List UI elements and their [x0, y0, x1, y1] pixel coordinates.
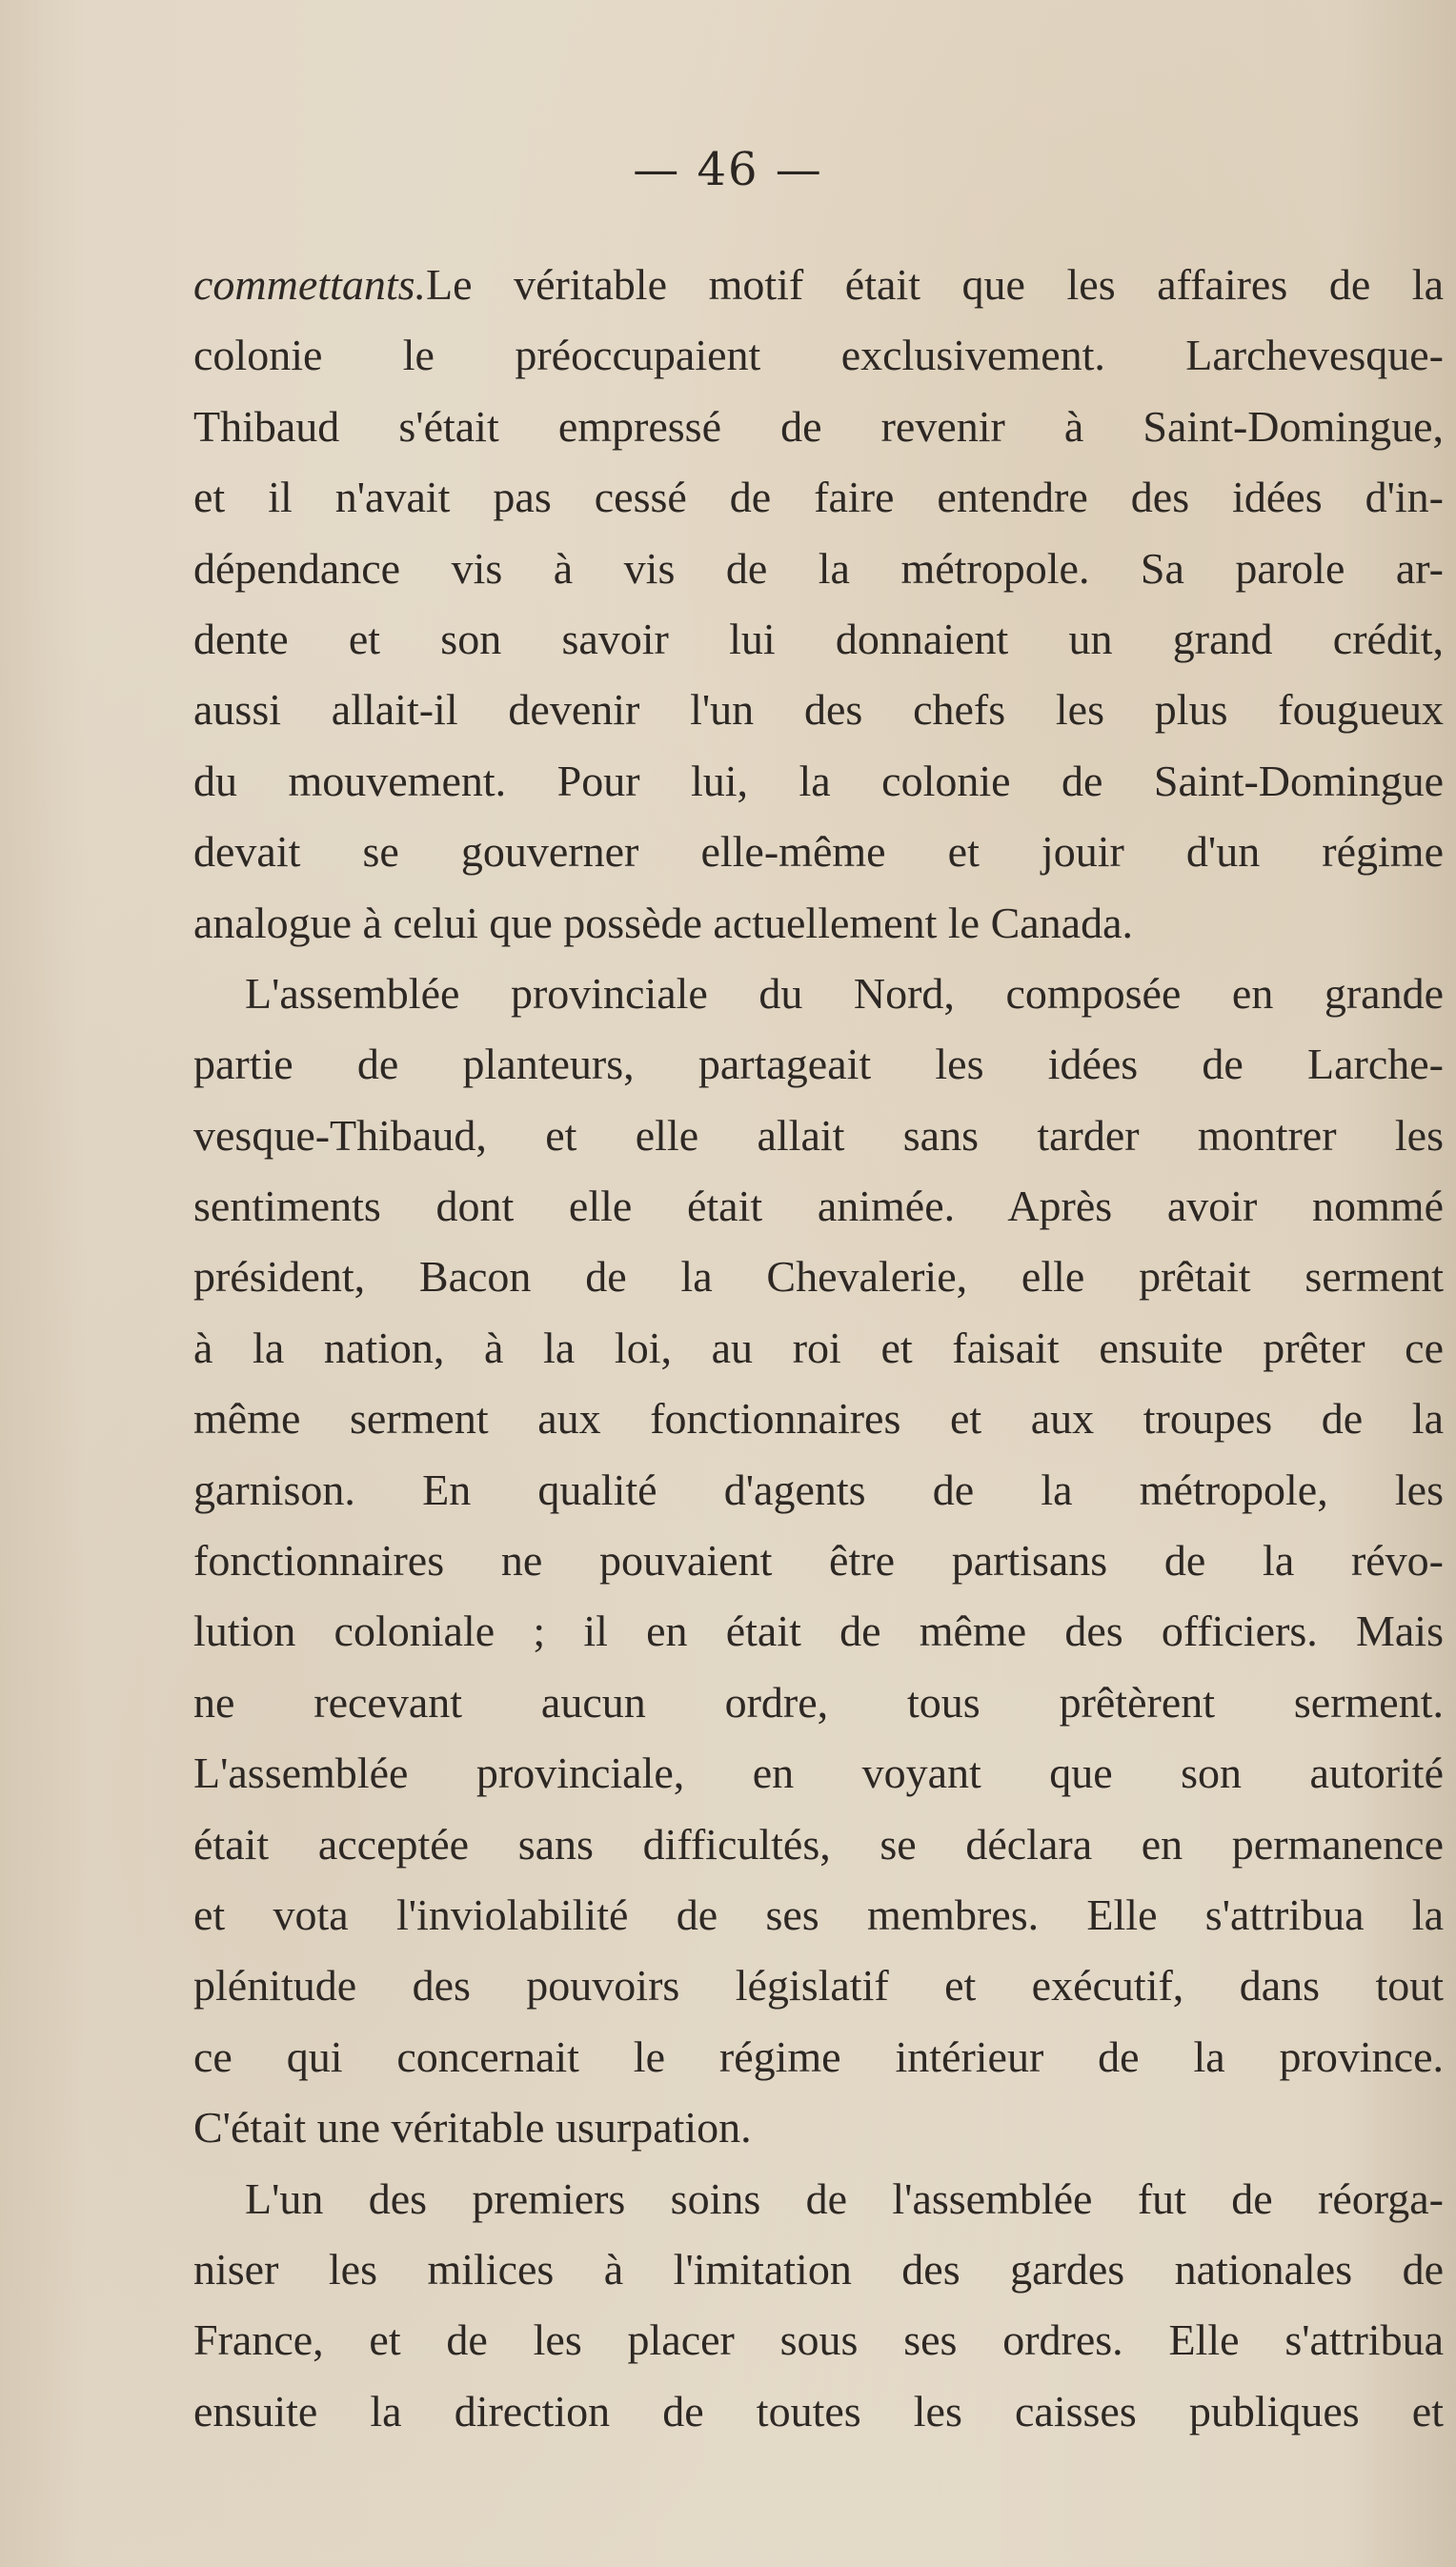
text-line-content: sentiments dont elle était animée. Après avoir nommé — [193, 1182, 1444, 1231]
text-line — [193, 462, 1444, 533]
text-line — [193, 1951, 1444, 2021]
text-line — [193, 2234, 1444, 2305]
text-line — [193, 888, 1444, 959]
text-line-content: analogue à celui que possède actuellement le Canada. — [193, 898, 1134, 947]
text-line-content: était acceptée sans difficultés, se déclara en permanence — [193, 1819, 1444, 1869]
text-line — [193, 320, 1444, 391]
text-line — [193, 534, 1444, 604]
text-line — [193, 1738, 1444, 1809]
body-text — [193, 250, 1444, 2447]
text-line — [193, 250, 1444, 320]
text-line — [193, 1455, 1444, 1526]
text-line — [193, 1313, 1444, 1384]
text-line-content: dente et son savoir lui donnaient un grand crédit, — [193, 614, 1444, 663]
text-line — [193, 392, 1444, 462]
text-line-content: C'était une véritable usurpation. — [193, 2103, 752, 2153]
text-line-content: aussi allait-il devenir l'un des chefs les plus fougueux — [193, 685, 1444, 735]
text-line — [193, 959, 1444, 1029]
text-line-content: devait se gouverner elle-même et jouir d'un régime — [193, 827, 1444, 877]
text-line — [193, 1668, 1444, 1738]
text-line-content: colonie le préoccupaient exclusivement. Larchevesque- — [193, 331, 1444, 380]
text-line — [193, 2022, 1444, 2092]
text-line — [193, 817, 1444, 887]
text-line — [193, 2376, 1444, 2447]
italic-word: commettants. — [193, 260, 427, 309]
text-line — [193, 2305, 1444, 2375]
text-line — [193, 604, 1444, 675]
text-line — [193, 746, 1444, 817]
text-line — [193, 2092, 1444, 2163]
text-line — [193, 1171, 1444, 1242]
text-line — [193, 1384, 1444, 1454]
text-line-content: et vota l'inviolabilité de ses membres. Elle s'attribua la — [193, 1890, 1444, 1939]
text-line-content: du mouvement. Pour lui, la colonie de Saint-Domingue — [193, 756, 1444, 805]
text-line — [193, 2164, 1444, 2234]
text-line-content: Thibaud s'était empressé de revenir à Saint-Domingue, — [193, 401, 1444, 451]
text-line — [193, 1809, 1444, 1880]
text-line-content: plénitude des pouvoirs législatif et exécutif, dans tout — [193, 1961, 1444, 2011]
text-line-content: L'un des premiers soins de l'assemblée fut de réorga- — [245, 2173, 1444, 2223]
text-line-content: vesque-Thibaud, et elle allait sans tarder montrer les — [193, 1110, 1444, 1160]
text-line-content: niser les milices à l'imitation des gardes nationales de — [193, 2244, 1444, 2294]
text-line-content: garnison. En qualité d'agents de la métropole, les — [193, 1465, 1444, 1514]
text-line — [193, 1880, 1444, 1951]
text-line-content: partie de planteurs, partageait les idées de Larche- — [193, 1040, 1444, 1089]
text-line-content: ne recevant aucun ordre, tous prêtèrent serment. — [193, 1677, 1444, 1727]
text-line-content: à la nation, à la loi, au roi et faisait ensuite prêter ce — [193, 1323, 1444, 1372]
text-line-content: dépendance vis à vis de la métropole. Sa parole ar- — [193, 543, 1444, 593]
text-line-content: France, et de les placer sous ses ordres. Elle s'attribua — [193, 2315, 1444, 2365]
text-line-content: et il n'avait pas cessé de faire entendre des idées d'in- — [193, 473, 1444, 522]
text-line-content: L'assemblée provinciale, en voyant que son autorité — [193, 1748, 1444, 1798]
text-line-content: ce qui concernait le régime intérieur de la province. — [193, 2031, 1444, 2081]
text-line — [193, 1596, 1444, 1667]
text-line-content: ensuite la direction de toutes les caisses publiques et — [193, 2386, 1444, 2436]
text-line-content: L'assemblée provinciale du Nord, composée en grande — [245, 968, 1444, 1018]
text-line — [193, 675, 1444, 745]
text-line — [193, 1242, 1444, 1312]
text-line-content: lution coloniale ; il en était de même des officiers. Mais — [193, 1607, 1444, 1656]
text-line — [193, 1526, 1444, 1596]
text-line-content: président, Bacon de la Chevalerie, elle prêtait serment — [193, 1252, 1444, 1302]
text-line-content: fonctionnaires ne pouvaient être partisans de la révo- — [193, 1536, 1444, 1586]
text-line — [193, 1101, 1444, 1171]
text-line-content: Le véritable motif était que les affaires de la — [426, 260, 1444, 309]
text-line — [193, 1029, 1444, 1100]
page-number: — 46 — — [633, 143, 823, 196]
text-line-content: même serment aux fonctionnaires et aux troupes de la — [193, 1394, 1444, 1444]
